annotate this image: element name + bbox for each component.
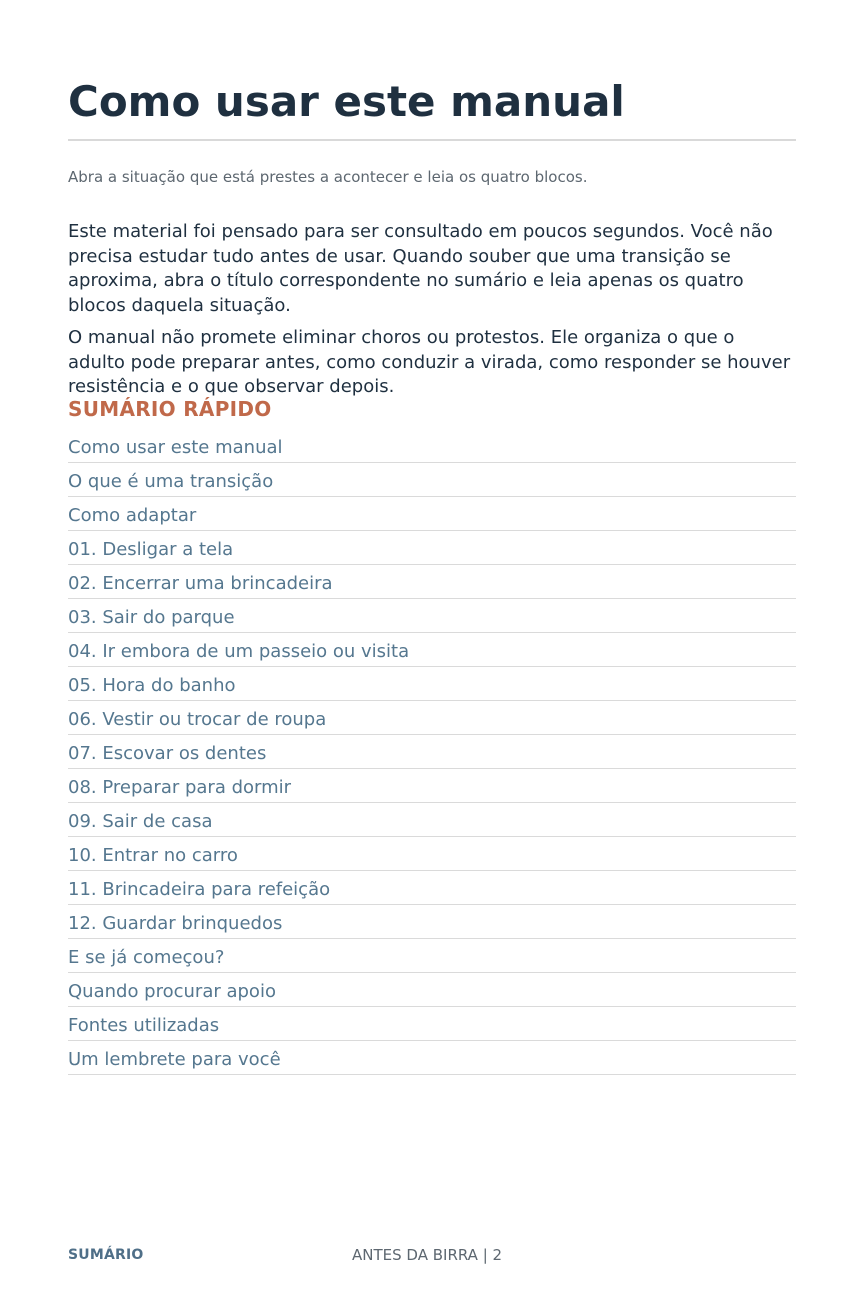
toc-link[interactable]: 03. Sair do parque xyxy=(68,607,235,628)
title-divider xyxy=(68,139,796,141)
toc-link[interactable]: 01. Desligar a tela xyxy=(68,539,234,560)
page-subtitle: Abra a situação que está prestes a acontecer e leia os quatro blocos. xyxy=(68,168,588,186)
toc-item[interactable] xyxy=(68,497,796,531)
toc-link[interactable]: 10. Entrar no carro xyxy=(68,845,238,866)
toc-item[interactable] xyxy=(68,531,796,565)
intro-paragraph: Este material foi pensado para ser consultado em poucos segundos. Você não precisa estudar tudo antes de usar. Quando souber que uma transição se aproxima, abra o título correspondente no sumário e leia apenas os quatro blocos daquela situação. xyxy=(68,221,773,316)
toc-link[interactable]: 08. Preparar para dormir xyxy=(68,777,292,798)
toc-item[interactable] xyxy=(68,973,796,1007)
toc-item[interactable] xyxy=(68,667,796,701)
toc-link[interactable]: O que é uma transição xyxy=(68,471,274,492)
toc-link[interactable]: 12. Guardar brinquedos xyxy=(68,913,283,934)
toc-link[interactable]: Um lembrete para você xyxy=(68,1049,281,1070)
toc-item[interactable] xyxy=(68,565,796,599)
toc-link[interactable]: 11. Brincadeira para refeição xyxy=(68,879,331,900)
toc-link[interactable]: Como usar este manual xyxy=(68,437,283,458)
toc-link[interactable]: Fontes utilizadas xyxy=(68,1015,220,1036)
toc-item[interactable] xyxy=(68,837,796,871)
toc-link[interactable]: 04. Ir embora de um passeio ou visita xyxy=(68,641,410,662)
toc-item[interactable] xyxy=(68,939,796,973)
toc-link[interactable]: Como adaptar xyxy=(68,505,197,526)
toc-heading: SUMÁRIO RÁPIDO xyxy=(68,397,272,421)
footer-section-label: SUMÁRIO xyxy=(68,1247,144,1263)
toc-item[interactable] xyxy=(68,735,796,769)
toc-link[interactable]: 05. Hora do banho xyxy=(68,675,236,696)
toc-item[interactable] xyxy=(68,599,796,633)
toc-link[interactable]: 09. Sair de casa xyxy=(68,811,213,832)
toc-link[interactable]: 02. Encerrar uma brincadeira xyxy=(68,573,333,594)
page-title: Como usar este manual xyxy=(68,77,625,126)
toc-item[interactable] xyxy=(68,803,796,837)
toc-link[interactable]: E se já começou? xyxy=(68,947,225,968)
toc-item[interactable] xyxy=(68,871,796,905)
toc-item[interactable] xyxy=(68,633,796,667)
table-of-contents xyxy=(68,429,796,1075)
toc-item[interactable] xyxy=(68,1041,796,1075)
toc-item[interactable] xyxy=(68,701,796,735)
toc-item[interactable] xyxy=(68,905,796,939)
toc-item[interactable] xyxy=(68,1007,796,1041)
intro-paragraph: O manual não promete eliminar choros ou protestos. Ele organiza o que o adulto pode preparar antes, como conduzir a virada, como responder se houver resistência e o que observar depois. xyxy=(68,327,791,397)
toc-link[interactable]: 07. Escovar os dentes xyxy=(68,743,267,764)
toc-item[interactable] xyxy=(68,769,796,803)
toc-item[interactable] xyxy=(68,429,796,463)
toc-link[interactable]: Quando procurar apoio xyxy=(68,981,276,1002)
footer-book-page: ANTES DA BIRRA | 2 xyxy=(352,1246,503,1264)
toc-item[interactable] xyxy=(68,463,796,497)
intro-section xyxy=(68,220,796,408)
toc-link[interactable]: 06. Vestir ou trocar de roupa xyxy=(68,709,327,730)
